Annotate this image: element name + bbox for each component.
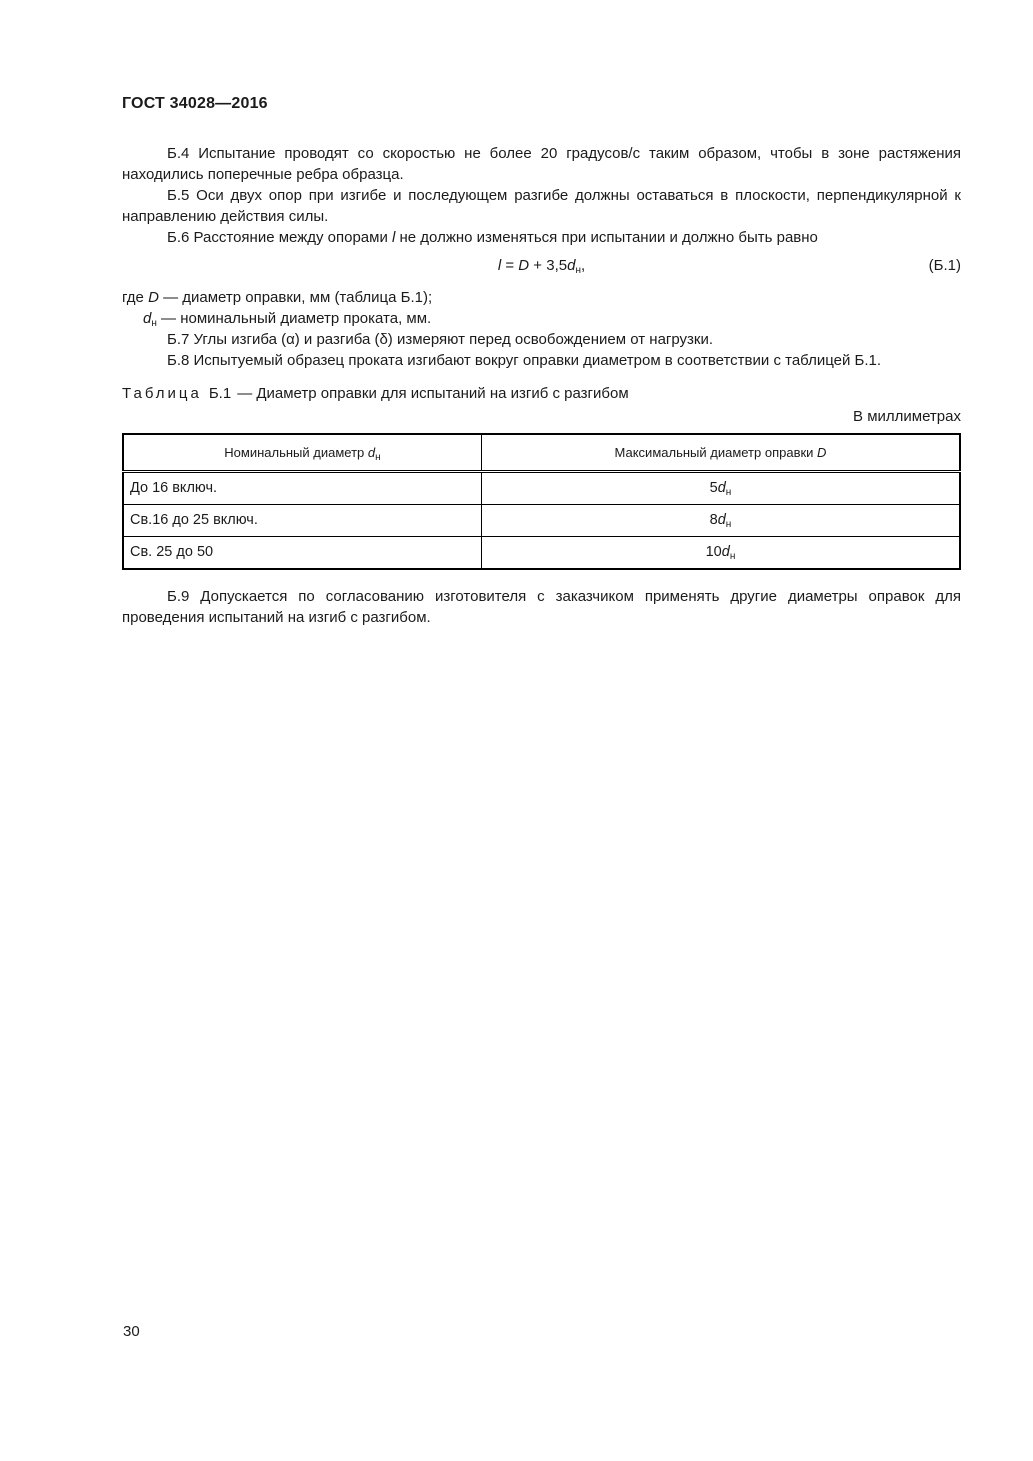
variable-D: D	[518, 257, 530, 274]
table-b1	[122, 433, 961, 570]
page-number: 30	[123, 1323, 140, 1340]
subscript-n: н	[151, 318, 157, 329]
formula-expression	[498, 253, 585, 276]
table-caption	[122, 383, 961, 404]
variable-d: d	[721, 544, 730, 560]
cell-mandrel-value	[481, 472, 960, 505]
variable-d: d	[717, 480, 726, 496]
table-header-row	[123, 434, 960, 472]
paragraph-b4: Б.4 Испытание проводят со скоростью не более 20 градусов/с таким образом, чтобы в зоне растяжения находились поперечные ребра образца.	[122, 145, 961, 183]
subscript-n: н	[725, 487, 732, 498]
variable-D: D	[148, 289, 159, 306]
variable-l: l	[392, 229, 396, 246]
cell-diameter-range: Св. 25 до 50	[123, 537, 481, 570]
units-note: В миллиметрах	[853, 408, 961, 425]
table-caption-word: Таблица	[122, 385, 202, 402]
formula-comma: ,	[580, 257, 586, 274]
cell-diameter-range: Св.16 до 25 включ.	[123, 505, 481, 537]
paragraph-b8: Б.8 Испытуемый образец проката изгибают вокруг оправки диаметром в соответствии с таблицей Б.1.	[167, 352, 882, 369]
coefficient: 5	[709, 480, 718, 496]
paragraph-b9: Б.9 Допускается по согласованию изготовителя с заказчиком применять другие диаметры оправок для проведения испытаний на изгиб с разгибом.	[122, 588, 961, 626]
where-definition-d	[122, 308, 961, 329]
subscript-n: н	[729, 551, 736, 562]
table-row	[123, 505, 960, 537]
paragraph-b6-text-2: не должно изменяться при испытании и должно быть равно	[395, 229, 818, 246]
table-caption-number: Б.1	[208, 385, 232, 402]
variable-d: d	[367, 445, 376, 460]
subscript-n: н	[575, 265, 581, 276]
column-header-max-mandrel-diameter	[481, 434, 960, 472]
table-caption-text: — Диаметр оправки для испытаний на изгиб с разгибом	[237, 385, 629, 402]
paragraph-b6-text: Б.6 Расстояние между опорами	[167, 229, 392, 246]
variable-d: d	[717, 512, 726, 528]
where-label: где	[122, 289, 149, 306]
variable-D: D	[817, 445, 827, 460]
formula-b1	[122, 253, 961, 279]
coefficient: 8	[709, 512, 718, 528]
document-header-title: ГОСТ 34028—2016	[122, 95, 268, 112]
equals-sign: =	[501, 257, 519, 274]
column-header-nominal-diameter	[123, 434, 481, 472]
where-definition-D-text: — диаметр оправки, мм (таблица Б.1);	[158, 289, 433, 306]
coefficient: 10	[705, 544, 722, 560]
column-header-text: Номинальный диаметр	[224, 445, 368, 460]
plus-coefficient: + 3,5	[529, 257, 568, 274]
cell-mandrel-value	[481, 537, 960, 570]
column-header-text: Максимальный диаметр оправки	[614, 445, 818, 460]
subscript-n: н	[375, 452, 381, 463]
text-column	[122, 143, 961, 628]
where-definition-d-text: — номинальный диаметр проката, мм.	[156, 310, 432, 327]
cell-mandrel-value	[481, 505, 960, 537]
subscript-n: н	[725, 519, 732, 530]
paragraph-b5: Б.5 Оси двух опор при изгибе и последующем разгибе должны оставаться в плоскости, перпендикулярной к направлению действия силы.	[122, 187, 961, 225]
formula-number: (Б.1)	[928, 257, 961, 274]
variable-d: d	[143, 310, 152, 327]
variable-l: l	[497, 257, 502, 274]
table-row	[123, 472, 960, 505]
variable-d: d	[567, 257, 576, 274]
paragraph-b7: Б.7 Углы изгиба (α) и разгиба (δ) измеряют перед освобождением от нагрузки.	[167, 331, 714, 348]
cell-diameter-range: До 16 включ.	[123, 472, 481, 505]
where-definition-D	[122, 287, 961, 308]
paragraph-b6	[122, 227, 961, 248]
table-row	[123, 537, 960, 570]
